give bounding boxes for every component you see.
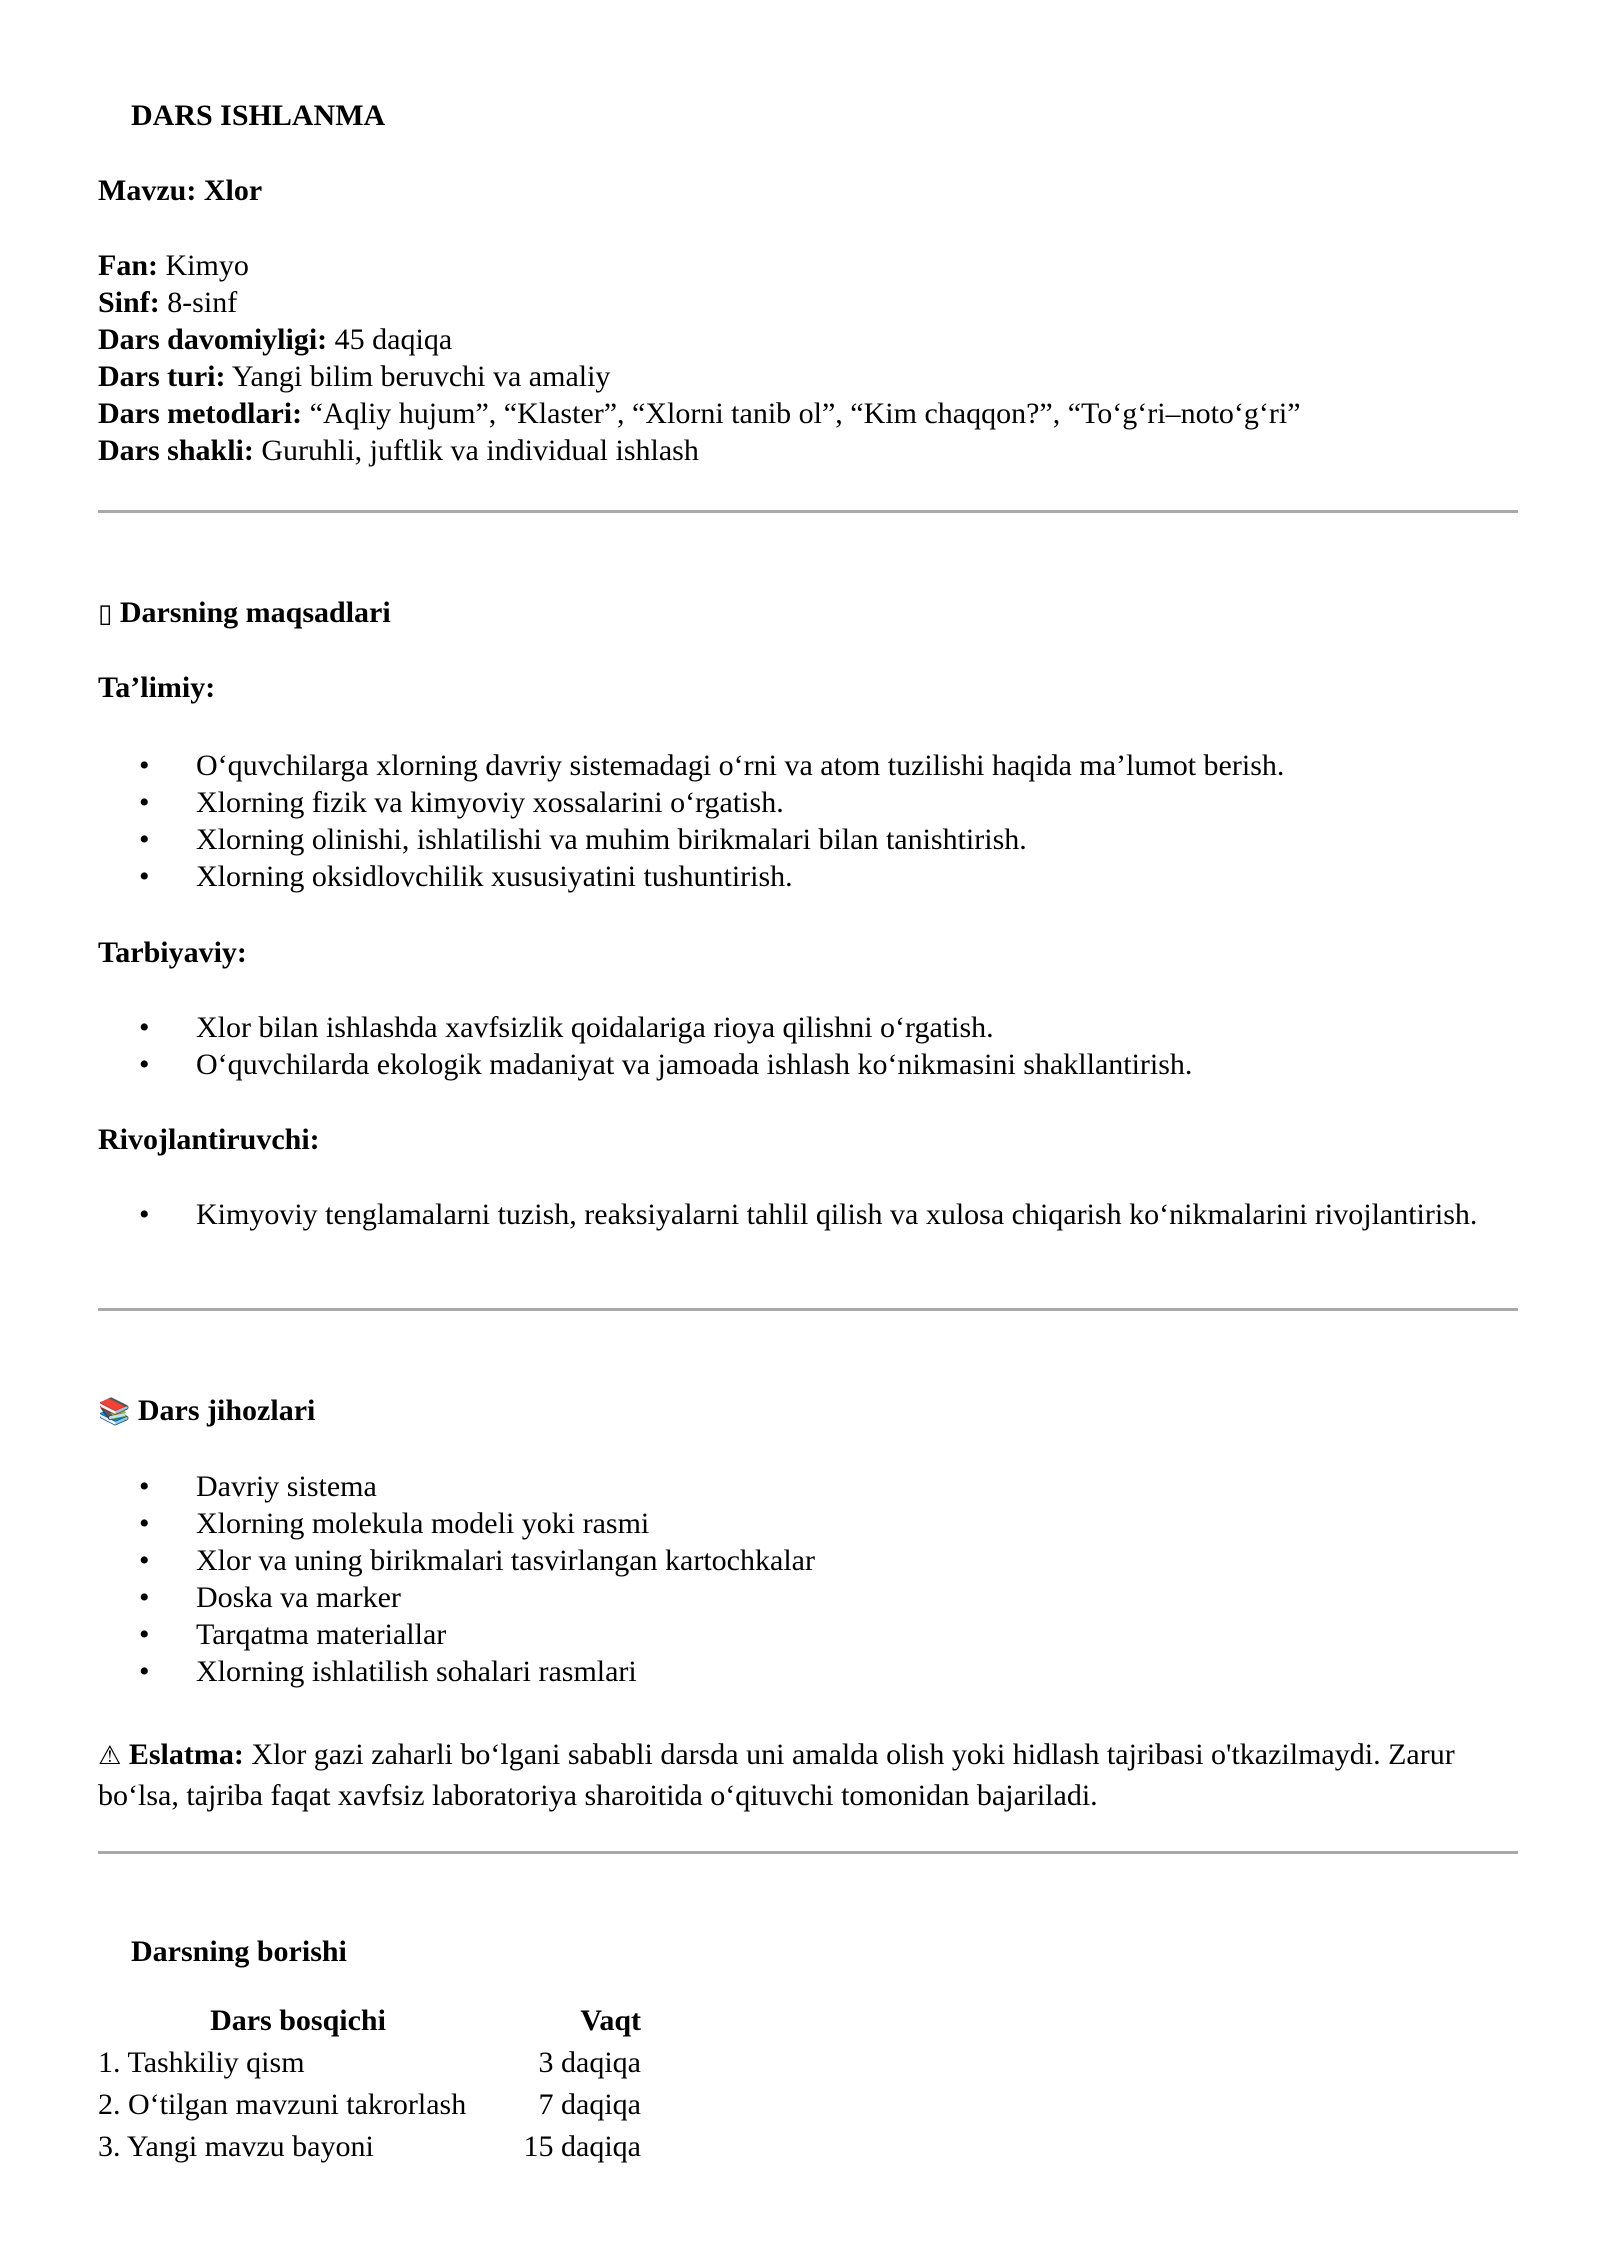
process-title: Darsning borishi [131,1935,347,1968]
column-header-stage: Dars bosqichi [210,2003,386,2037]
safety-note [98,1735,1518,1816]
bullet-icon: • [139,1544,150,1577]
list-item: • O‘quvchilarga xlorning davriy sistemadagi o‘rni va atom tuzilishi haqida ma’lumot berish. [139,749,1285,782]
rivoj-list [98,1196,1518,1233]
list-item: • Davriy sistema [139,1470,377,1503]
info-row [98,395,1518,432]
lesson-stages-table [98,1999,641,2167]
goals-heading [98,594,1518,633]
info-row [98,321,1518,358]
list-item: • Doska va marker [139,1581,401,1614]
topic-value: Xlor [203,174,263,207]
equipment-list [98,1468,1518,1690]
talimiy-label: Ta’limiy: [98,671,216,704]
warning-icon: ⚠ [98,1741,122,1771]
info-value: 8-sinf [167,286,238,319]
bullet-icon: • [139,1655,150,1688]
talimiy-list [98,747,1518,895]
topic-label: Mavzu: [98,174,197,207]
stage-cell: 3. Yangi mavzu bayoni [98,2129,374,2163]
lesson-info [98,247,1518,469]
note-label: Eslatma: [128,1738,244,1771]
bullet-icon: • [139,1507,150,1540]
list-item: • Xlorning olinishi, ishlatilishi va muhim birikmalari bilan tanishtirish. [139,823,1027,856]
tarbiyaviy-label: Tarbiyaviy: [98,936,247,969]
rivoj-label: Rivojlantiruvchi: [98,1123,320,1156]
column-header-time: Vaqt [580,2003,641,2037]
bullet-icon: • [139,1048,150,1081]
bullet-icon: • [139,1198,150,1231]
bullet-icon: • [139,1581,150,1614]
divider [98,1308,1518,1311]
list-item: • Xlorning fizik va kimyoviy xossalarini o‘rgatish. [139,786,784,819]
time-cell: 7 daqiqa [538,2087,641,2121]
divider [98,510,1518,513]
time-cell: 15 daqiqa [523,2129,641,2163]
info-value: Yangi bilim beruvchi va amaliy [231,360,611,393]
list-item: • Xlor va uning birikmalari tasvirlangan kartochkalar [139,1544,815,1577]
table-row [98,2125,641,2167]
info-row [98,284,1518,321]
info-label: Dars shakli: [98,434,254,467]
time-cell: 3 daqiqa [538,2045,641,2079]
info-value: Guruhli, juftlik va individual ishlash [261,434,699,467]
bullet-icon: • [139,1618,150,1651]
tarbiyaviy-list [98,1009,1518,1083]
document-title: DARS ISHLANMA [131,99,386,132]
table-row [98,2041,641,2083]
info-label: Dars turi: [98,360,226,393]
info-value: Kimyo [165,249,249,282]
bullet-icon: • [139,1011,150,1044]
table-row [98,2083,641,2125]
info-label: Sinf: [98,286,160,319]
list-item: • Tarqatma materiallar [139,1618,447,1651]
divider [98,1851,1518,1854]
bullet-icon: • [139,786,150,819]
equipment-heading [98,1392,1518,1431]
list-item: • Xlorning oksidlovchilik xususiyatini tushuntirish. [139,860,793,893]
info-value: “Aqliy hujum”, “Klaster”, “Xlorni tanib ol”, “Kim chaqqon?”, “To‘g‘ri–noto‘g‘ri” [309,397,1301,430]
books-icon: 📚 [98,1397,131,1427]
list-item: • Xlorning molekula modeli yoki rasmi [139,1507,650,1540]
info-label: Dars davomiyligi: [98,323,328,356]
info-row [98,432,1518,469]
missing-glyph-icon: ▯ [98,599,113,629]
note-text: Xlor gazi zaharli bo‘lgani sababli darsda uni amalda olish yoki hidlash tajribasi o'tkazilmaydi. Zarur bo‘lsa, tajriba faqat xavfsiz laboratoriya sharoitida o‘qituvchi tomonidan bajariladi. [98,1738,1455,1812]
table-header-row [98,1999,641,2041]
list-item: • Xlorning ishlatilish sohalari rasmlari [139,1655,637,1688]
info-row [98,358,1518,395]
bullet-icon: • [139,860,150,893]
info-row [98,247,1518,284]
list-item: • Kimyoviy tenglamalarni tuzish, reaksiyalarni tahlil qilish va xulosa chiqarish ko‘nikmalarini rivojlantirish. [139,1198,1478,1231]
bullet-icon: • [139,823,150,856]
info-label: Fan: [98,249,158,282]
list-item: • O‘quvchilarda ekologik madaniyat va jamoada ishlash ko‘nikmasini shakllantirish. [139,1048,1193,1081]
stage-cell: 1. Tashkiliy qism [98,2045,305,2079]
bullet-icon: • [139,749,150,782]
info-value: 45 daqiqa [334,323,453,356]
list-item: • Xlor bilan ishlashda xavfsizlik qoidalariga rioya qilishni o‘rgatish. [139,1011,994,1044]
topic-line [98,172,1518,209]
info-label: Dars metodlari: [98,397,303,430]
equipment-title: Dars jihozlari [137,1394,316,1427]
stage-cell: 2. O‘tilgan mavzuni takrorlash [98,2087,467,2121]
goals-title: Darsning maqsadlari [119,596,391,629]
bullet-icon: • [139,1470,150,1503]
